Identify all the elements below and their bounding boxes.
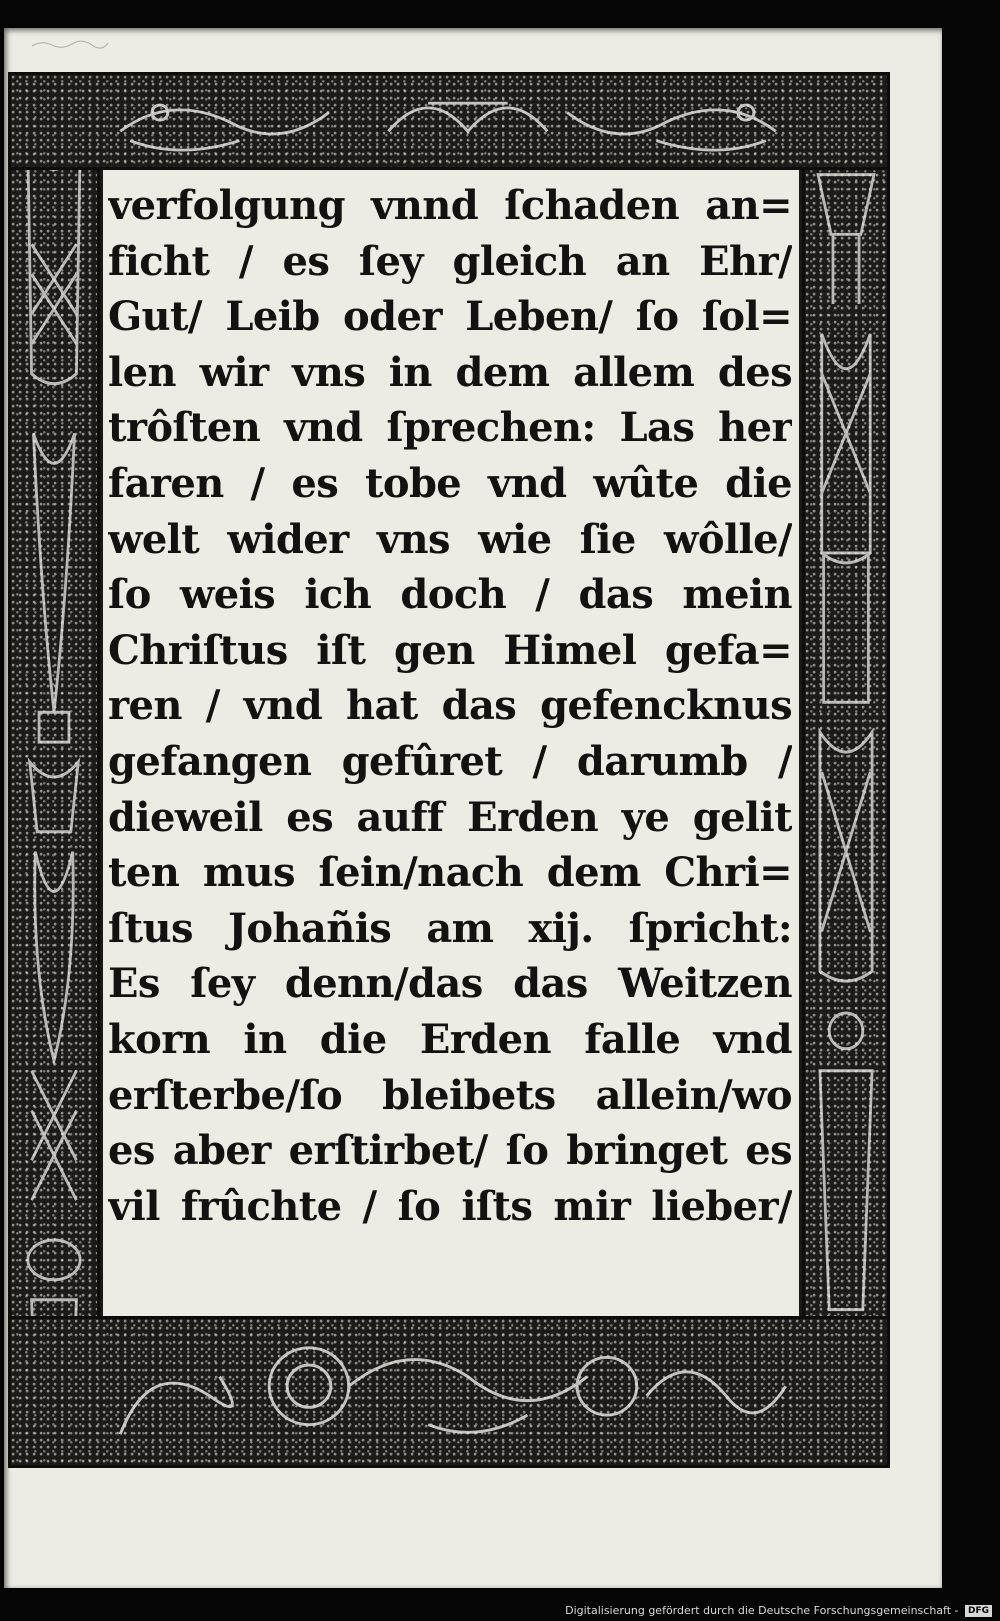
text-line: erſterbe/ſo bleibets allein/wo [108,1071,792,1119]
text-line: gefangen gefûret / darumb / [108,737,792,785]
text-line: Es ſey denn/das das Weitzen [108,960,792,1008]
woodcut-border-left [8,72,100,1468]
credit-text: Digitalisierung gefördert durch die Deutsche Forschungsgemeinschaft - [565,1604,959,1617]
text-line: vil frûchte / ſo iſts mir lieber/ [108,1182,792,1230]
text-line: welt wider vns wie ſie wôlle/ [108,515,792,563]
text-line: es aber erſtirbet/ ſo bringet es [108,1127,792,1175]
text-line: trôſten vnd ſprechen: Las her [108,404,792,452]
text-line: ficht / es ſey gleich an Ehr/ [108,237,792,285]
text-line: ſo weis ich doch / das mein [108,571,792,619]
text-line: Chriſtus iſt gen Himel gefa= [108,626,792,674]
woodcut-border-bottom [8,1316,890,1468]
text-line: korn in die Erden falle vnd [108,1015,792,1063]
text-line: Gut/ Leib oder Leben/ ſo ſol= [108,293,792,341]
text-line: ſtus Johañis am xij. ſpricht: [108,904,792,952]
woodcut-border-right [802,72,890,1468]
text-block [108,178,792,1234]
pencil-mark [30,38,110,50]
text-line: len wir vns in dem allem des [108,348,792,396]
woodcut-border-top [8,72,890,170]
text-line: ten mus ſein/nach dem Chri= [108,849,792,897]
text-line: ren / vnd hat das gefencknus [108,682,792,730]
text-line: verfolgung vnnd ſchaden an= [108,182,792,229]
text-line: dieweil es auff Erden ye gelit [108,793,792,841]
digitization-credit [565,1604,992,1617]
text-line: faren / es tobe vnd wûte die [108,459,792,507]
dfg-logo: DFG [965,1605,992,1617]
